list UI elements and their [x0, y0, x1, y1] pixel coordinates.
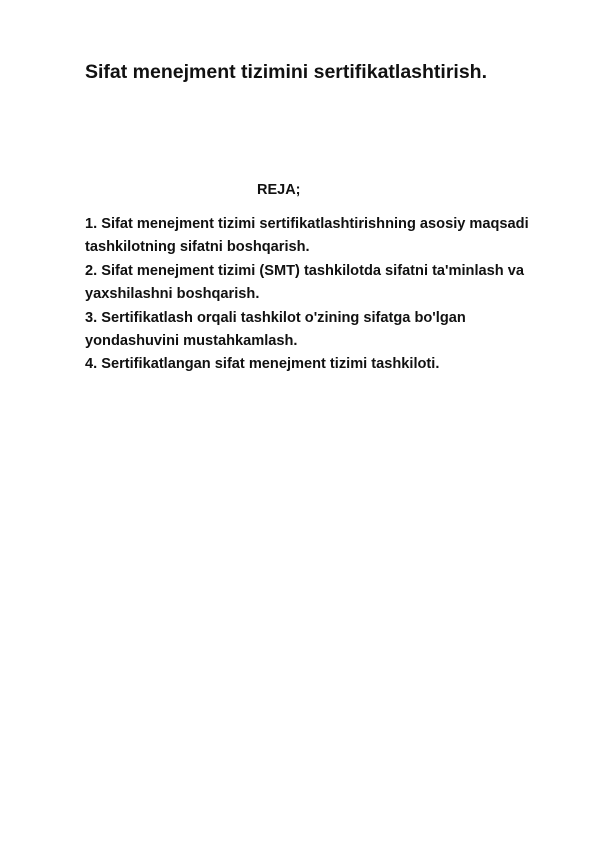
plan-item [85, 353, 555, 376]
plan-item-text: Sertifikatlangan sifat menejment tizimi tashkiloti. [101, 356, 440, 373]
plan-item-number: 3. [85, 309, 98, 326]
plan-heading: REJA; [257, 182, 301, 198]
plan-list [85, 213, 555, 377]
plan-item [85, 307, 555, 354]
document-title: Sifat menejment tizimini sertifikatlashtirish. [85, 61, 488, 83]
plan-item-number: 1. [85, 216, 98, 232]
plan-item-number: 2. [85, 262, 98, 279]
plan-item [85, 260, 555, 307]
plan-item-text: Sertifikatlash orqali tashkilot o'zining sifatga bo'lgan yondashuvini mustahkamlash. [85, 309, 466, 350]
plan-item-text: Sifat menejment tizimi (SMT) tashkilotda sifatni ta'minlash va yaxshilashni boshqarish. [85, 262, 524, 303]
plan-item-number: 4. [85, 356, 98, 373]
plan-item-text: Sifat menejment tizimi sertifikatlashtirishning asosiy maqsadi tashkilotning sifatni boshqarish. [85, 216, 529, 256]
plan-item [85, 213, 555, 260]
